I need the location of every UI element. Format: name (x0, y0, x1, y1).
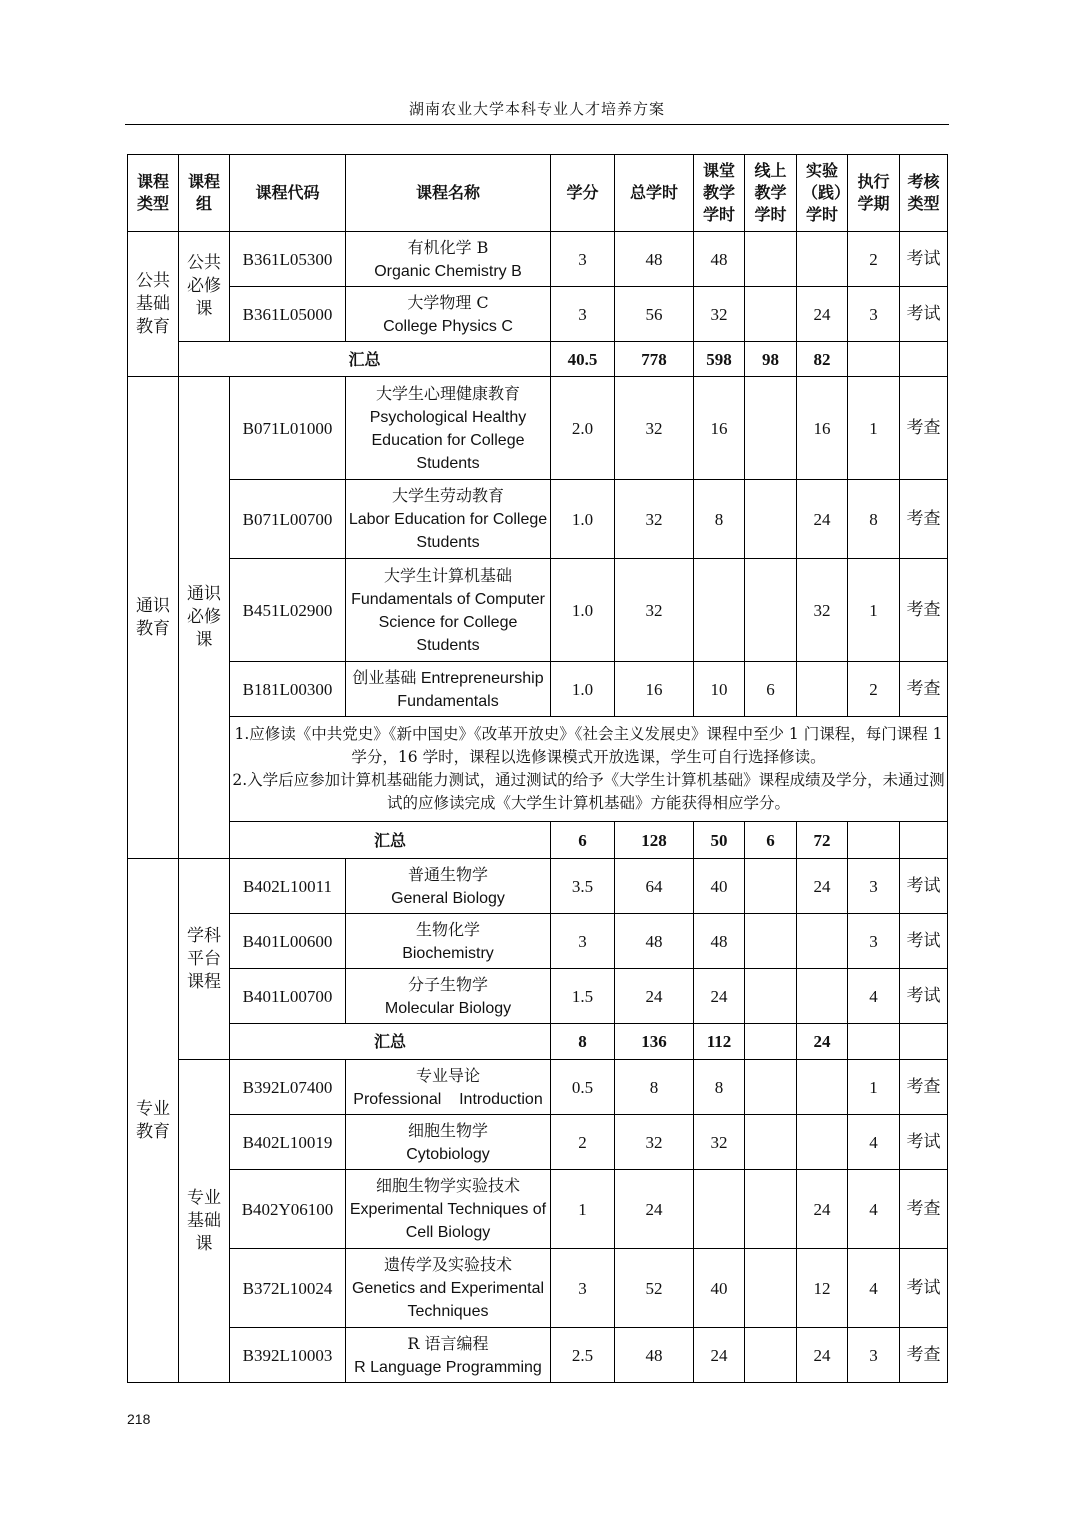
summary-credit: 40.5 (551, 342, 615, 377)
course-class-hours: 16 (694, 377, 745, 480)
course-total-hours: 32 (615, 1115, 694, 1170)
course-online-hours (745, 969, 797, 1024)
course-online-hours (745, 859, 797, 914)
course-lab-hours: 24 (797, 480, 848, 559)
summary-credit: 8 (551, 1024, 615, 1060)
table-row (128, 480, 948, 559)
course-name (346, 1115, 551, 1170)
course-credit: 1.0 (551, 662, 615, 717)
header-name: 课程名称 (346, 155, 551, 232)
course-online-hours (745, 377, 797, 480)
running-header: 湖南农业大学本科专业人才培养方案 (408, 100, 665, 118)
course-total-hours: 32 (615, 559, 694, 662)
course-semester: 1 (848, 377, 900, 480)
course-total-hours: 16 (615, 662, 694, 717)
course-name (346, 1170, 551, 1249)
table-row (128, 1060, 948, 1115)
course-name (346, 1060, 551, 1115)
summary-row (128, 822, 948, 859)
course-name-en: Biochemistry (402, 944, 494, 962)
table-row (128, 559, 948, 662)
course-name (346, 377, 551, 480)
group-label: 专业基础课 (179, 1060, 230, 1383)
section-type-label: 通识教育 (128, 377, 179, 859)
course-credit: 3 (551, 287, 615, 342)
course-class-hours (694, 559, 745, 662)
course-semester: 1 (848, 1060, 900, 1115)
course-name (346, 914, 551, 969)
course-semester: 3 (848, 287, 900, 342)
course-name (346, 859, 551, 914)
summary-exam-type (900, 822, 948, 859)
course-lab-hours: 16 (797, 377, 848, 480)
course-exam-type: 考查 (900, 1170, 948, 1249)
course-class-hours: 24 (694, 1328, 745, 1383)
course-credit: 1.0 (551, 559, 615, 662)
table-row (128, 969, 948, 1024)
header-semester: 执行学期 (848, 155, 900, 232)
course-total-hours: 48 (615, 1328, 694, 1383)
course-code: B451L02900 (230, 559, 346, 662)
course-name-en: Experimental Techniques of Cell Biology (349, 1201, 547, 1241)
summary-semester (848, 822, 900, 859)
course-semester: 4 (848, 1115, 900, 1170)
summary-total-hours: 778 (615, 342, 694, 377)
course-name-en: General Biology (391, 889, 505, 907)
header-credit: 学分 (551, 155, 615, 232)
course-credit: 1 (551, 1170, 615, 1249)
summary-total-hours: 128 (615, 822, 694, 859)
course-exam-type: 考试 (900, 859, 948, 914)
course-exam-type: 考查 (900, 480, 948, 559)
header-rule (125, 124, 949, 125)
summary-row (128, 1024, 948, 1060)
course-total-hours: 8 (615, 1060, 694, 1115)
course-exam-type: 考试 (900, 1115, 948, 1170)
course-name-zh: 专业导论 (415, 1065, 480, 1085)
course-lab-hours: 24 (797, 287, 848, 342)
course-exam-type: 考查 (900, 559, 948, 662)
course-online-hours (745, 1170, 797, 1249)
summary-label: 汇总 (179, 342, 551, 377)
course-lab-hours: 12 (797, 1249, 848, 1328)
course-semester: 8 (848, 480, 900, 559)
course-name-en: Professional Introduction (353, 1090, 543, 1108)
course-online-hours (745, 1249, 797, 1328)
course-class-hours: 48 (694, 232, 745, 287)
course-code: B401L00600 (230, 914, 346, 969)
course-exam-type: 考试 (900, 232, 948, 287)
table-row (128, 377, 948, 480)
course-online-hours (745, 1060, 797, 1115)
header-total-hours: 总学时 (615, 155, 694, 232)
course-exam-type: 考试 (900, 914, 948, 969)
course-exam-type: 考试 (900, 969, 948, 1024)
course-name-en: Organic Chemistry B (374, 262, 522, 280)
header-exam: 考核类型 (900, 155, 948, 232)
course-code: B392L10003 (230, 1328, 346, 1383)
course-name-en: Molecular Biology (384, 999, 512, 1017)
course-exam-type: 考试 (900, 287, 948, 342)
summary-online-hours (745, 1024, 797, 1060)
course-credit: 2.5 (551, 1328, 615, 1383)
course-total-hours: 64 (615, 859, 694, 914)
course-online-hours (745, 480, 797, 559)
note-row (128, 717, 948, 822)
course-code: B071L00700 (230, 480, 346, 559)
summary-label: 汇总 (230, 822, 551, 859)
course-lab-hours (797, 1115, 848, 1170)
course-class-hours: 32 (694, 287, 745, 342)
course-total-hours: 32 (615, 377, 694, 480)
course-lab-hours: 32 (797, 559, 848, 662)
table-row (128, 662, 948, 717)
course-lab-hours: 24 (797, 1170, 848, 1249)
course-name-en: College Physics C (383, 317, 513, 335)
course-credit: 3 (551, 232, 615, 287)
course-total-hours: 56 (615, 287, 694, 342)
notes-cell (230, 717, 948, 822)
group-label: 学科平台课程 (179, 859, 230, 1060)
course-name-en: Psychological Healthy Education for College Students (369, 408, 527, 472)
summary-lab-hours: 24 (797, 1024, 848, 1060)
summary-total-hours: 136 (615, 1024, 694, 1060)
summary-class-hours: 598 (694, 342, 745, 377)
course-total-hours: 32 (615, 480, 694, 559)
note-2: 2.入学后应参加计算机基础能力测试，通过测试的给予《大学生计算机基础》课程成绩及学分，未通过测试的应修读完成《大学生计算机基础》方能获得相应学分。 (232, 771, 945, 812)
course-total-hours: 48 (615, 914, 694, 969)
course-credit: 3 (551, 914, 615, 969)
course-name-en: Fundamentals of Computer Science for College Students (351, 590, 545, 654)
summary-row (128, 342, 948, 377)
summary-label: 汇总 (230, 1024, 551, 1060)
course-name-zh: 大学生心理健康教育 (375, 383, 520, 403)
course-exam-type: 考查 (900, 662, 948, 717)
course-name (346, 1328, 551, 1383)
summary-credit: 6 (551, 822, 615, 859)
course-name-zh: 生物化学 (415, 919, 480, 939)
course-name-en: Entrepreneurship Fundamentals (397, 669, 544, 710)
course-class-hours: 24 (694, 969, 745, 1024)
course-code: B372L10024 (230, 1249, 346, 1328)
course-name-en: Labor Education for College Students (348, 511, 548, 551)
course-name (346, 232, 551, 287)
course-name (346, 559, 551, 662)
course-credit: 0.5 (551, 1060, 615, 1115)
course-semester: 2 (848, 662, 900, 717)
course-lab-hours: 24 (797, 859, 848, 914)
course-name (346, 480, 551, 559)
course-online-hours (745, 287, 797, 342)
course-exam-type: 考查 (900, 1328, 948, 1383)
course-name-zh: 大学物理 C (407, 292, 489, 312)
table-row (128, 859, 948, 914)
course-name-zh: 细胞生物学实验技术 (375, 1176, 520, 1195)
table-row (128, 232, 948, 287)
course-semester: 4 (848, 1249, 900, 1328)
course-exam-type: 考试 (900, 1249, 948, 1328)
table-row (128, 914, 948, 969)
course-name (346, 969, 551, 1024)
course-class-hours: 40 (694, 859, 745, 914)
course-total-hours: 24 (615, 1170, 694, 1249)
summary-exam-type (900, 1024, 948, 1060)
course-name-en: Genetics and Experimental Techniques (351, 1280, 545, 1320)
course-name-zh: 创业基础 (352, 667, 417, 687)
course-code: B401L00700 (230, 969, 346, 1024)
summary-online-hours: 98 (745, 342, 797, 377)
course-name-zh: 有机化学 B (407, 237, 489, 257)
course-lab-hours (797, 1060, 848, 1115)
summary-semester (848, 1024, 900, 1060)
course-credit: 1.0 (551, 480, 615, 559)
course-credit: 3 (551, 1249, 615, 1328)
course-class-hours: 40 (694, 1249, 745, 1328)
section-type-label: 公共基础教育 (128, 232, 179, 377)
course-name (346, 1249, 551, 1328)
header-code: 课程代码 (230, 155, 346, 232)
course-credit: 2 (551, 1115, 615, 1170)
course-class-hours: 8 (694, 1060, 745, 1115)
summary-semester (848, 342, 900, 377)
course-lab-hours (797, 232, 848, 287)
course-code: B402L10011 (230, 859, 346, 914)
course-code: B071L01000 (230, 377, 346, 480)
header-class-hours: 课堂教学学时 (694, 155, 745, 232)
course-semester: 3 (848, 859, 900, 914)
course-name-zh: 大学生计算机基础 (383, 565, 512, 585)
course-online-hours (745, 1328, 797, 1383)
course-code: B402Y06100 (230, 1170, 346, 1249)
group-label: 通识必修课 (179, 377, 230, 859)
section-type-label: 专业教育 (128, 859, 179, 1383)
course-name-en: Cytobiology (406, 1145, 490, 1163)
course-name-zh: 大学生劳动教育 (391, 486, 504, 505)
course-semester: 3 (848, 914, 900, 969)
course-class-hours (694, 1170, 745, 1249)
course-class-hours: 8 (694, 480, 745, 559)
course-online-hours (745, 1115, 797, 1170)
header-lab-hours: 实验（践）学时 (797, 155, 848, 232)
note-1: 1.应修读《中共党史》《新中国史》《改革开放史》《社会主义发展史》课程中至少 1 门课程，每门课程 1 学分，16 学时，课程以选修课模式开放选课，学生可自行选择修读。 (234, 725, 943, 766)
course-name-zh: 普通生物学 (407, 864, 488, 884)
summary-online-hours: 6 (745, 822, 797, 859)
summary-class-hours: 50 (694, 822, 745, 859)
table-row (128, 1115, 948, 1170)
course-online-hours (745, 914, 797, 969)
course-code: B392L07400 (230, 1060, 346, 1115)
course-total-hours: 24 (615, 969, 694, 1024)
header-group: 课程组 (179, 155, 230, 232)
course-name (346, 287, 551, 342)
course-semester: 4 (848, 969, 900, 1024)
course-semester: 4 (848, 1170, 900, 1249)
course-exam-type: 考查 (900, 1060, 948, 1115)
table-row (128, 1170, 948, 1249)
course-online-hours (745, 559, 797, 662)
course-semester: 3 (848, 1328, 900, 1383)
course-total-hours: 48 (615, 232, 694, 287)
table-row (128, 1328, 948, 1383)
course-lab-hours (797, 969, 848, 1024)
course-lab-hours (797, 914, 848, 969)
table-row (128, 1249, 948, 1328)
header-type: 课程类型 (128, 155, 179, 232)
course-code: B181L00300 (230, 662, 346, 717)
course-semester: 1 (848, 559, 900, 662)
course-exam-type: 考查 (900, 377, 948, 480)
course-name-en: R Language Programming (354, 1358, 542, 1376)
course-code: B361L05000 (230, 287, 346, 342)
course-name-zh: 遗传学及实验技术 (383, 1255, 512, 1274)
course-class-hours: 48 (694, 914, 745, 969)
course-name (346, 662, 551, 717)
course-name-zh: 细胞生物学 (407, 1120, 488, 1140)
header-online-hours: 线上教学学时 (745, 155, 797, 232)
summary-lab-hours: 82 (797, 342, 848, 377)
page-number: 218 (127, 1411, 151, 1427)
course-name-zh: R 语言编程 (407, 1333, 489, 1353)
course-class-hours: 32 (694, 1115, 745, 1170)
summary-exam-type (900, 342, 948, 377)
group-label: 公共必修课 (179, 232, 230, 342)
summary-class-hours: 112 (694, 1024, 745, 1060)
course-credit: 3.5 (551, 859, 615, 914)
summary-lab-hours: 72 (797, 822, 848, 859)
table-header-row (128, 155, 948, 232)
course-code: B402L10019 (230, 1115, 346, 1170)
course-lab-hours: 24 (797, 1328, 848, 1383)
course-online-hours: 6 (745, 662, 797, 717)
course-semester: 2 (848, 232, 900, 287)
course-class-hours: 10 (694, 662, 745, 717)
course-code: B361L05300 (230, 232, 346, 287)
course-credit: 2.0 (551, 377, 615, 480)
course-name-zh: 分子生物学 (407, 974, 488, 994)
curriculum-table (127, 154, 948, 1383)
course-credit: 1.5 (551, 969, 615, 1024)
course-total-hours: 52 (615, 1249, 694, 1328)
table-row (128, 287, 948, 342)
course-online-hours (745, 232, 797, 287)
course-lab-hours (797, 662, 848, 717)
